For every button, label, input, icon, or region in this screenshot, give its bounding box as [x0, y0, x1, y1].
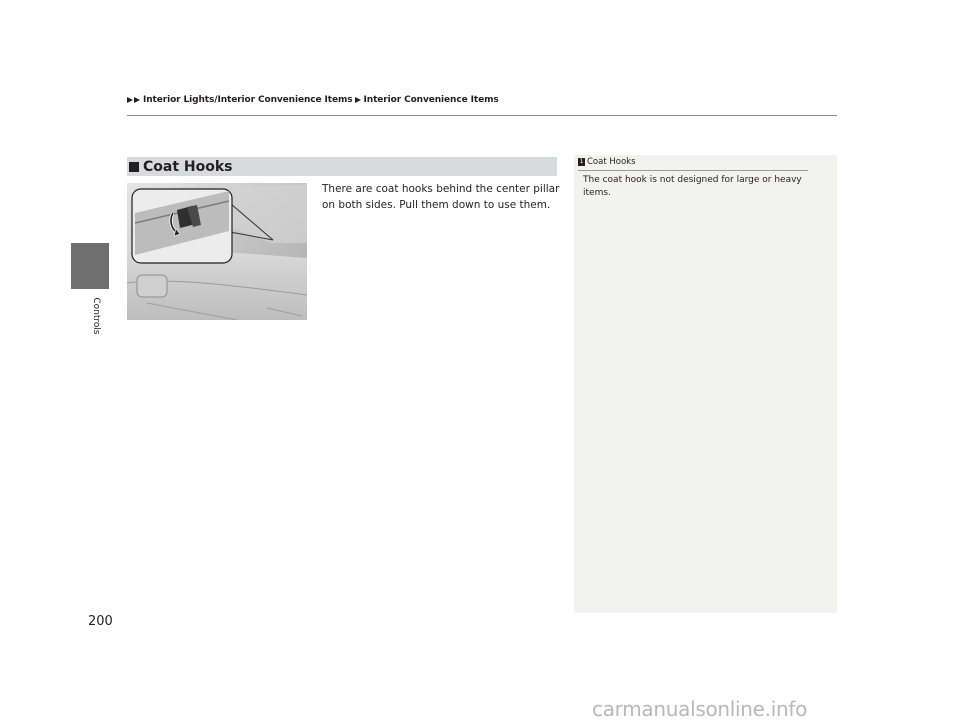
- breadcrumb-arrow-icon: [127, 97, 133, 103]
- sidebar-divider: [578, 170, 808, 171]
- sidebar-note-title: Coat Hooks: [587, 157, 636, 167]
- section-square-icon: [129, 162, 139, 172]
- section-heading-bar: [127, 157, 557, 176]
- section-title: Coat Hooks: [143, 158, 233, 175]
- page-number: 200: [88, 614, 113, 629]
- breadcrumb: [127, 95, 499, 105]
- breadcrumb-arrow-icon: [134, 97, 140, 103]
- header-divider: [127, 115, 837, 116]
- watermark: carmanualsonline.info: [592, 697, 808, 721]
- breadcrumb-item-interior-convenience[interactable]: Interior Convenience Items: [363, 95, 499, 105]
- sidebar-note-panel: [574, 155, 837, 613]
- breadcrumb-item-interior-lights[interactable]: Interior Lights/Interior Convenience Items: [143, 95, 353, 105]
- chapter-label: Controls: [91, 297, 101, 335]
- sidebar-note-text: The coat hook is not designed for large or heavy items.: [583, 175, 802, 198]
- sidebar-note-heading: [578, 157, 636, 167]
- coat-hook-illustration: [127, 183, 307, 320]
- chapter-tab: [71, 243, 109, 289]
- breadcrumb-arrow-icon: [355, 97, 361, 103]
- section-body-text: There are coat hooks behind the center pillar on both sides. Pull them down to use them.: [322, 183, 560, 211]
- reference-badge-icon: 1: [579, 158, 584, 165]
